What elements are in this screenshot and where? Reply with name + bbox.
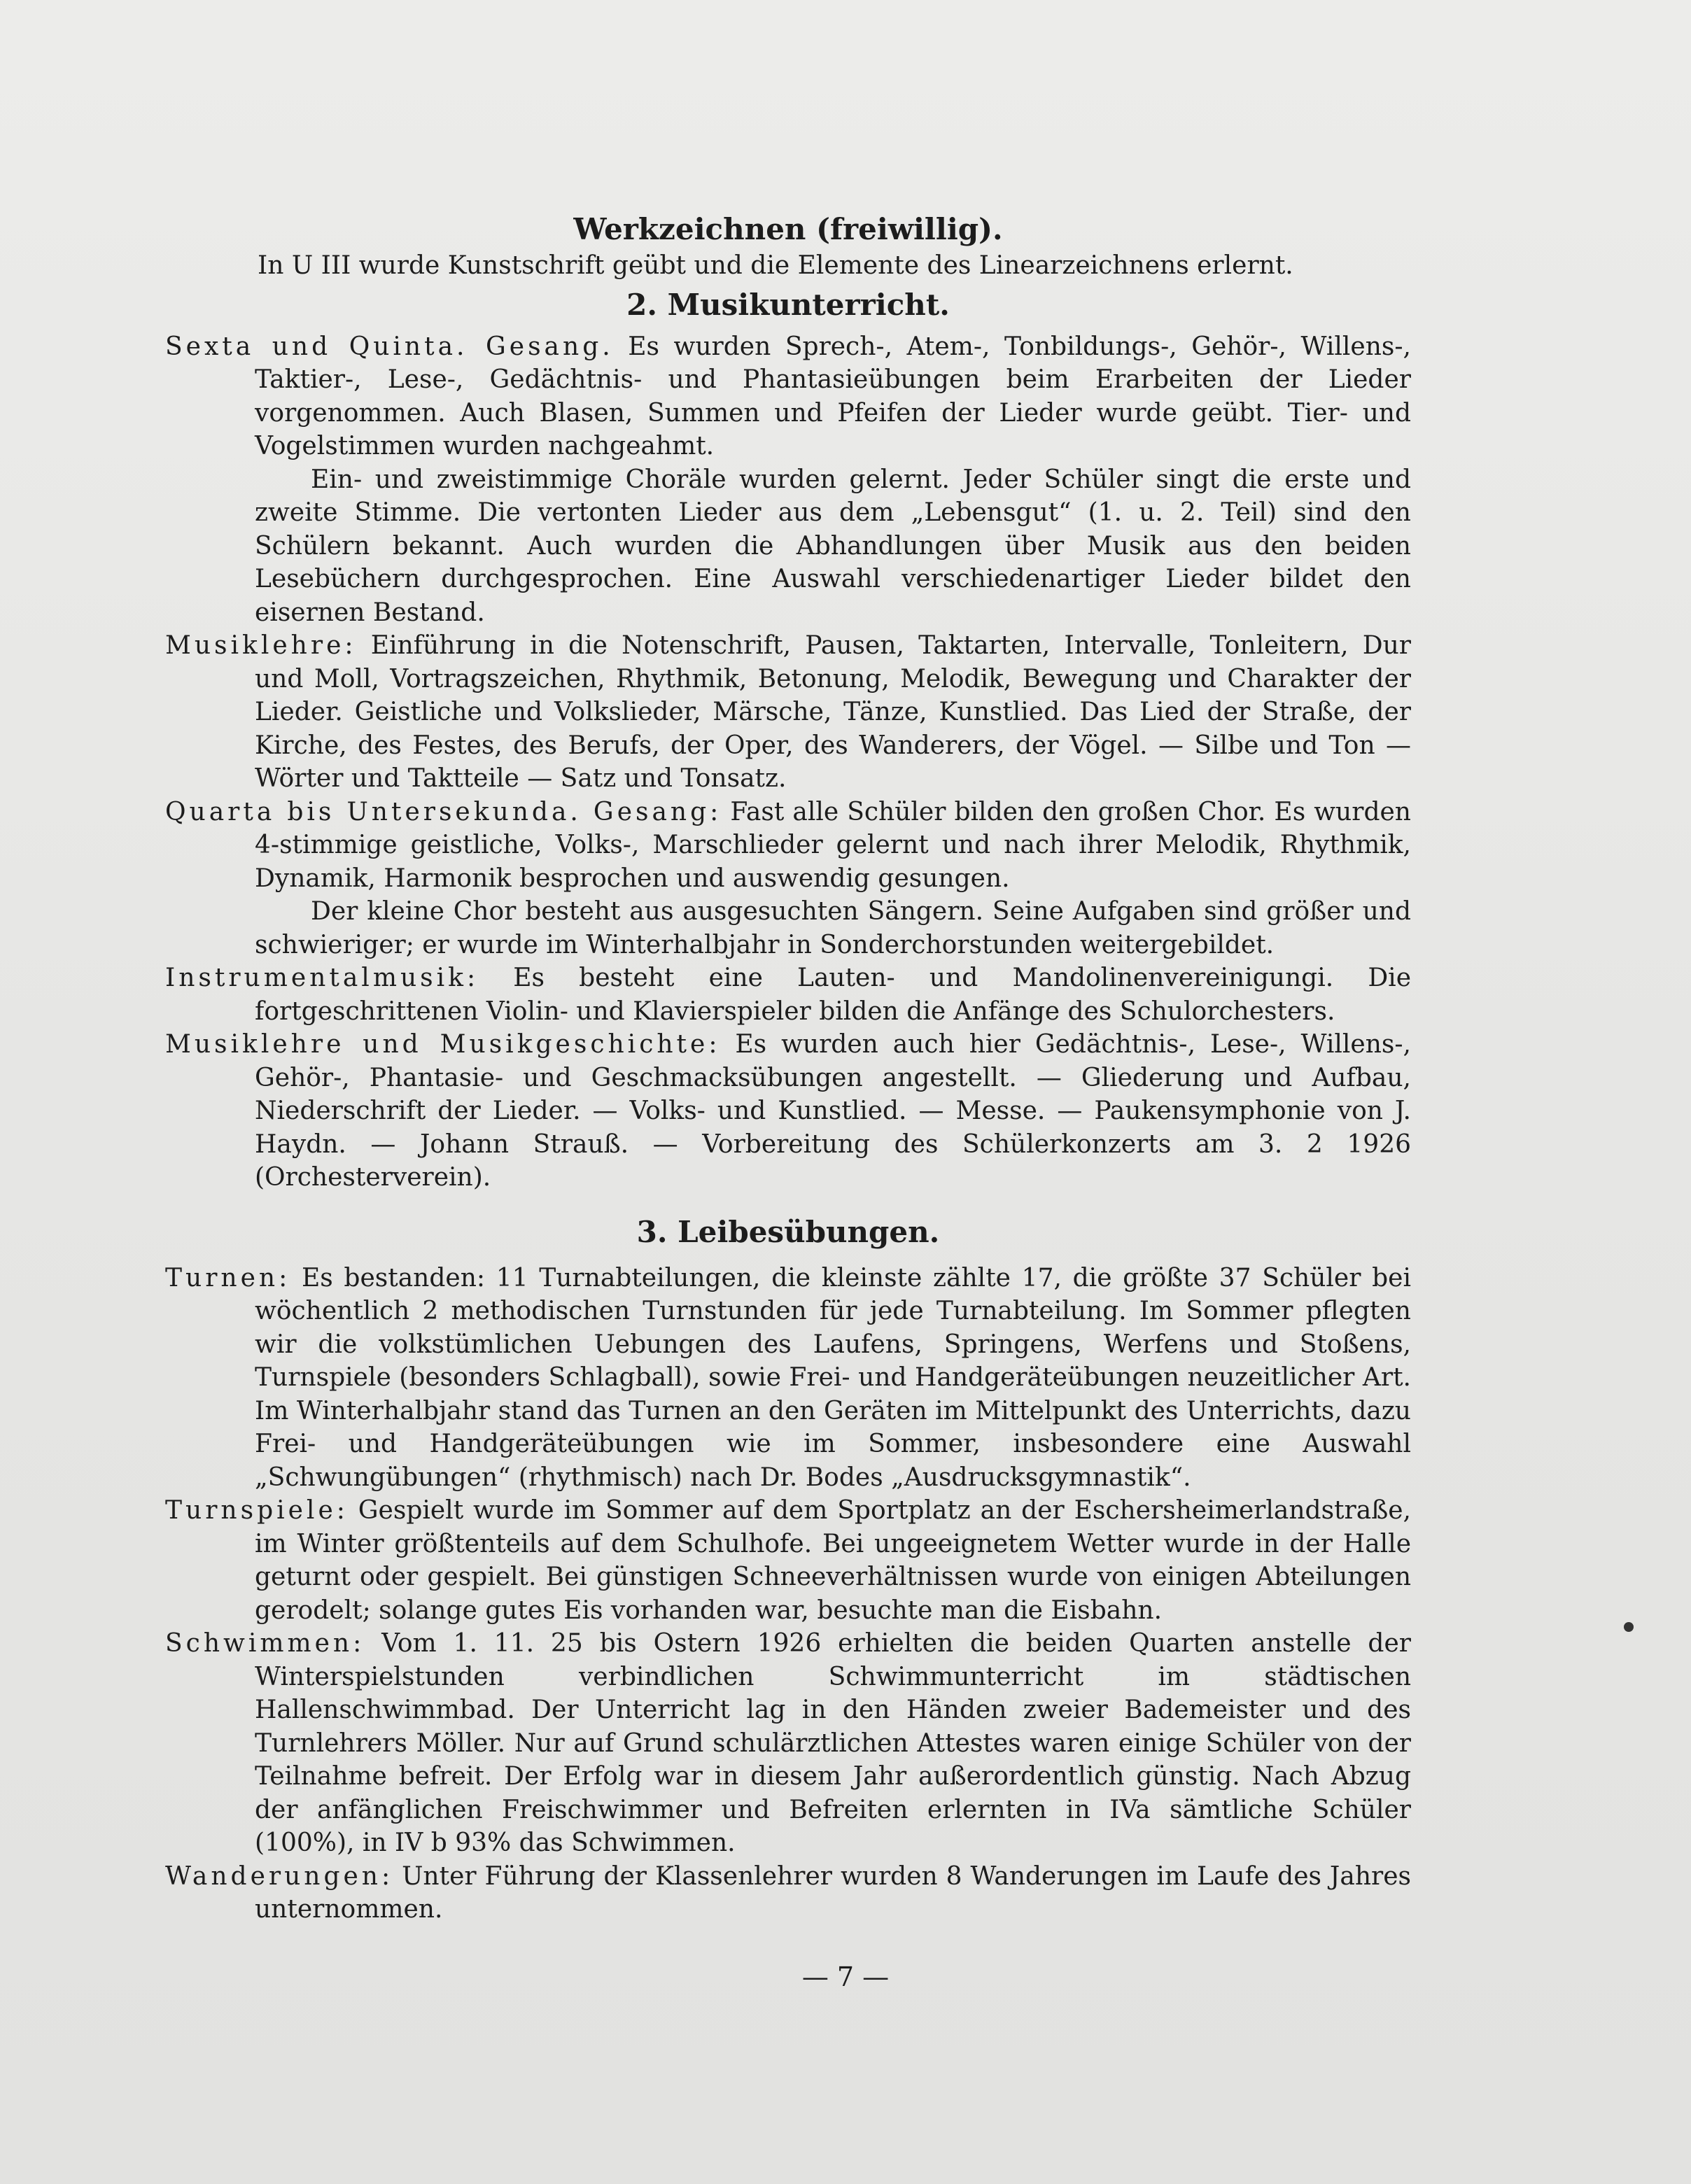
wanderungen-paragraph: [165, 1860, 1411, 1926]
quarta-paragraph: [165, 796, 1411, 896]
sexta-paragraph-2: Ein- und zweistimmige Choräle wurden gelernt. Jeder Schüler singt die erste und zweite Stimme. Die vertonten Lieder aus dem „Lebensgut“ (1. u. 2. Teil) sind den Schülern bekannt. Auch wurden die Abhandlungen über Musik aus den beiden Lesebüchern durchgesprochen. Eine Auswahl verschiedenartiger Lieder bildet den eisernen Bestand.: [255, 465, 1411, 627]
wanderungen-text: Unter Führung der Klassenlehrer wurden 8 Wanderungen im Laufe des Jahres unternommen.: [255, 1861, 1411, 1924]
turnspiele-label: Turnspiele:: [165, 1496, 349, 1525]
instrumental-label: Instrumentalmusik:: [165, 964, 479, 992]
quarta-paragraph-2: Der kleine Chor besteht aus ausgesuchten Sängern. Seine Aufgaben sind größer und schwieriger; er wurde im Winterhalbjahr in Sonderchorstunden weitergebildet.: [255, 897, 1411, 959]
turnspiele-text: Gespielt wurde im Sommer auf dem Sportplatz an der Eschersheimerlandstraße, im Winter größtenteils auf dem Schulhofe. Bei ungeeignetem Wetter wurde in der Halle geturnt oder gespielt. Bei günstigen Schneeverhältnissen wurde von einigen Abteilungen gerodelt; solange gutes Eis vorhanden war, besuchte man die Eisbahn.: [255, 1496, 1411, 1625]
musiklehre-text: Einführung in die Notenschrift, Pausen, Taktarten, Intervalle, Tonleitern, Dur und Moll, Vortragszeichen, Rhythmik, Betonung, Melodik, Bewegung und Charakter der Lieder. Geistliche und Volkslieder, Märsche, Tänze, Kunstlied. Das Lied der Straße, der Kirche, des Festes, des Berufs, der Oper, des Wanderers, der Vögel. — Silbe und Ton — Wörter und Taktteile — Satz und Tonsatz.: [255, 631, 1411, 793]
section-title-leibesuebungen: 3. Leibesübungen.: [636, 1214, 940, 1249]
page-number: — 7 —: [801, 1961, 890, 1992]
musiklehre-label: Musiklehre:: [165, 631, 357, 660]
ink-speck: [1624, 1622, 1634, 1632]
musikgeschichte-text: Es wurden auch hier Gedächtnis-, Lese-, Willens-, Gehör-, Phantasie- und Geschmacksübungen angestellt. — Gliederung und Aufbau, Niederschrift der Lieder. — Volks- und Kunstlied. — Messe. — Paukensymphonie von J. Haydn. — Johann Strauß. — Vorbereitung des Schülerkonzerts am 3. 2 1926 (Orchesterverein).: [255, 1030, 1411, 1192]
sexta-paragraph: [165, 330, 1411, 463]
wanderungen-label: Wanderungen:: [165, 1861, 394, 1891]
schwimmen-label: Schwimmen:: [165, 1629, 365, 1658]
instrumental-paragraph: [165, 961, 1411, 1028]
musikgeschichte-label: Musiklehre und Musikgeschichte:: [165, 1030, 721, 1059]
musiklehre-paragraph: [165, 629, 1411, 796]
quarta-label: Quarta bis Untersekunda. Gesang:: [165, 797, 722, 826]
turnen-text: Es bestanden: 11 Turnabteilungen, die kleinste zählte 17, die größte 37 Schüler bei wöchentlich 2 methodischen Turnstunden für jede Turnabteilung. Im Sommer pflegten wir die volkstümlichen Uebungen des Laufens, Springens, Werfens und Stoßens, Turnspiele (besonders Schlagball), sowie Frei- und Handgeräteübungen neuzeitlicher Art. Im Winterhalbjahr stand das Turnen an den Geräten im Mittelpunkt des Unterrichts, dazu Frei- und Handgeräteübungen wie im Sommer, insbesondere eine Auswahl „Schwungübungen“ (rhythmisch) nach Dr. Bodes „Ausdrucksgymnastik“.: [255, 1263, 1411, 1492]
section-title-musikunterricht: 2. Musikunterricht.: [626, 287, 950, 322]
sexta-label: Sexta und Quinta. Gesang.: [165, 332, 614, 361]
section-title-werkzeichnen: Werkzeichnen (freiwillig).: [573, 212, 1003, 246]
sexta-text: Es wurden Sprech-, Atem-, Tonbildungs-, Gehör-, Willens-, Taktier-, Lese-, Gedächtnis- und Phantasieübungen beim Erarbeiten der Lieder vorgenommen. Auch Blasen, Summen und Pfeifen der Lieder wurde geübt. Tier- und Vogelstimmen wurden nachgeahmt.: [255, 332, 1411, 460]
musikgeschichte-paragraph: [165, 1028, 1411, 1195]
werkzeichnen-paragraph: In U III wurde Kunstschrift geübt und die Elemente des Linearzeichnens erlernt.: [258, 251, 1293, 280]
turnen-label: Turnen:: [165, 1263, 291, 1292]
turnspiele-paragraph: [165, 1494, 1411, 1627]
page-content: [165, 210, 1411, 1926]
instrumental-text: Es besteht eine Lauten- und Mandolinenvereinigungi. Die fortgeschrittenen Violin- und Klavierspieler bilden die Anfänge des Schulorchesters.: [255, 964, 1411, 1026]
schwimmen-paragraph: [165, 1627, 1411, 1860]
quarta-text: Fast alle Schüler bilden den großen Chor. Es wurden 4-stimmige geistliche, Volks-, Marschlieder gelernt und nach ihrer Melodik, Rhythmik, Dynamik, Harmonik besprochen und auswendig gesungen.: [255, 797, 1411, 893]
turnen-paragraph: [165, 1262, 1411, 1495]
schwimmen-text: Vom 1. 11. 25 bis Ostern 1926 erhielten die beiden Quarten anstelle der Winterspielstunden verbindlichen Schwimmunterricht im städtischen Hallenschwimmbad. Der Unterricht lag in den Händen zweier Bademeister und des Turnlehrers Möller. Nur auf Grund schulärztlichen Attestes waren einige Schüler von der Teilnahme befreit. Der Erfolg war in diesem Jahr außerordentlich günstig. Nach Abzug der anfänglichen Freischwimmer und Befreiten erlernten in IVa sämtliche Schüler (100%), in IV b 93% das Schwimmen.: [255, 1629, 1411, 1857]
